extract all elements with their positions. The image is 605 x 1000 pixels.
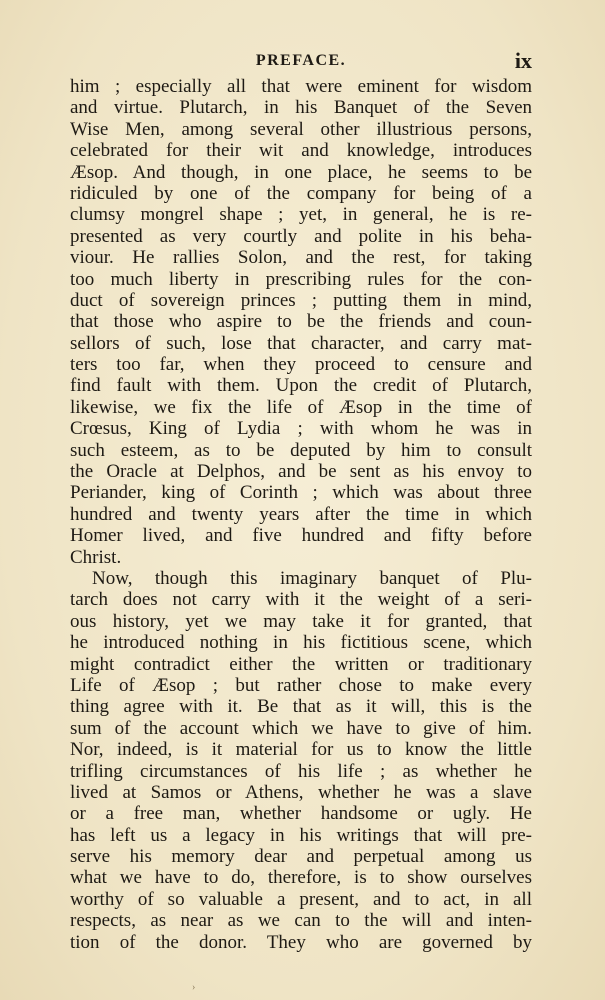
text-line: ters too far, when they proceed to censure and — [70, 354, 532, 376]
paragraph-2 — [70, 568, 532, 953]
text-line: ridiculed by one of the company for being of a — [70, 182, 532, 204]
text-line: too much liberty in prescribing rules for the con- — [70, 268, 532, 290]
running-header — [70, 48, 532, 74]
text-line: tarch does not carry with it the weight of a seri- — [70, 589, 532, 611]
text-line: Æsop. And though, in one place, he seems to be — [70, 161, 532, 183]
text-line: has left us a legacy in his writings that will pre- — [70, 824, 532, 846]
text-line: or a free man, whether handsome or ugly. He — [70, 803, 532, 825]
text-line: he introduced nothing in his fictitious scene, which — [70, 632, 532, 654]
text-line: such esteem, as to be deputed by him to consult — [70, 439, 532, 461]
text-line: and virtue. Plutarch, in his Banquet of the Seven — [70, 97, 532, 119]
text-line: Wise Men, among several other illustrious persons, — [70, 118, 532, 140]
body-text — [70, 76, 532, 953]
text-line: sellors of such, lose that character, and carry mat- — [70, 332, 532, 354]
paragraph-1 — [70, 76, 532, 568]
text-line: serve his memory dear and perpetual among us — [70, 846, 532, 868]
text-line: Homer lived, and five hundred and fifty before — [70, 525, 532, 547]
text-line: the Oracle at Delphos, and be sent as his envoy to — [70, 461, 532, 483]
text-line: tion of the donor. They who are governed by — [70, 931, 532, 953]
text-line: likewise, we fix the life of Æsop in the time of — [70, 396, 532, 418]
text-line: celebrated for their wit and knowledge, introduces — [70, 140, 532, 162]
text-line: Crœsus, King of Lydia ; with whom he was in — [70, 418, 532, 440]
text-line: what we have to do, therefore, is to show ourselves — [70, 867, 532, 889]
text-line: presented as very courtly and polite in his beha- — [70, 225, 532, 247]
text-line: Now, though this imaginary banquet of Plu- — [92, 567, 532, 589]
running-title: PREFACE. — [255, 52, 347, 69]
text-line: respects, as near as we can to the will and inten- — [70, 910, 532, 932]
text-line: might contradict either the written or traditionary — [70, 653, 532, 675]
text-line: him ; especially all that were eminent for wisdom — [70, 76, 532, 97]
text-line: Christ. — [70, 546, 122, 568]
page-number: ix — [514, 48, 532, 73]
text-line: duct of sovereign princes ; putting them in mind, — [70, 289, 532, 311]
text-line: sum of the account which we have to give of him. — [70, 717, 532, 739]
text-line: Periander, king of Corinth ; which was about three — [70, 482, 532, 504]
text-line: find fault with them. Upon the credit of Plutarch, — [70, 375, 532, 397]
text-line: viour. He rallies Solon, and the rest, for taking — [70, 247, 532, 269]
text-line: clumsy mongrel shape ; yet, in general, he is re- — [70, 204, 532, 226]
text-line: worthy of so valuable a present, and to act, in all — [70, 888, 532, 910]
text-line: Nor, indeed, is it material for us to know the little — [70, 739, 532, 761]
text-line: lived at Samos or Athens, whether he was a slave — [70, 781, 532, 803]
text-line: Life of Æsop ; but rather chose to make every — [70, 674, 532, 696]
printer-mark: › — [192, 982, 196, 993]
text-line: hundred and twenty years after the time in which — [70, 503, 532, 525]
text-line: trifling circumstances of his life ; as whether he — [70, 760, 532, 782]
text-line: that those who aspire to be the friends and coun- — [70, 311, 532, 333]
text-line: ous history, yet we may take it for granted, that — [70, 610, 532, 632]
text-line: thing agree with it. Be that as it will, this is the — [70, 696, 532, 718]
